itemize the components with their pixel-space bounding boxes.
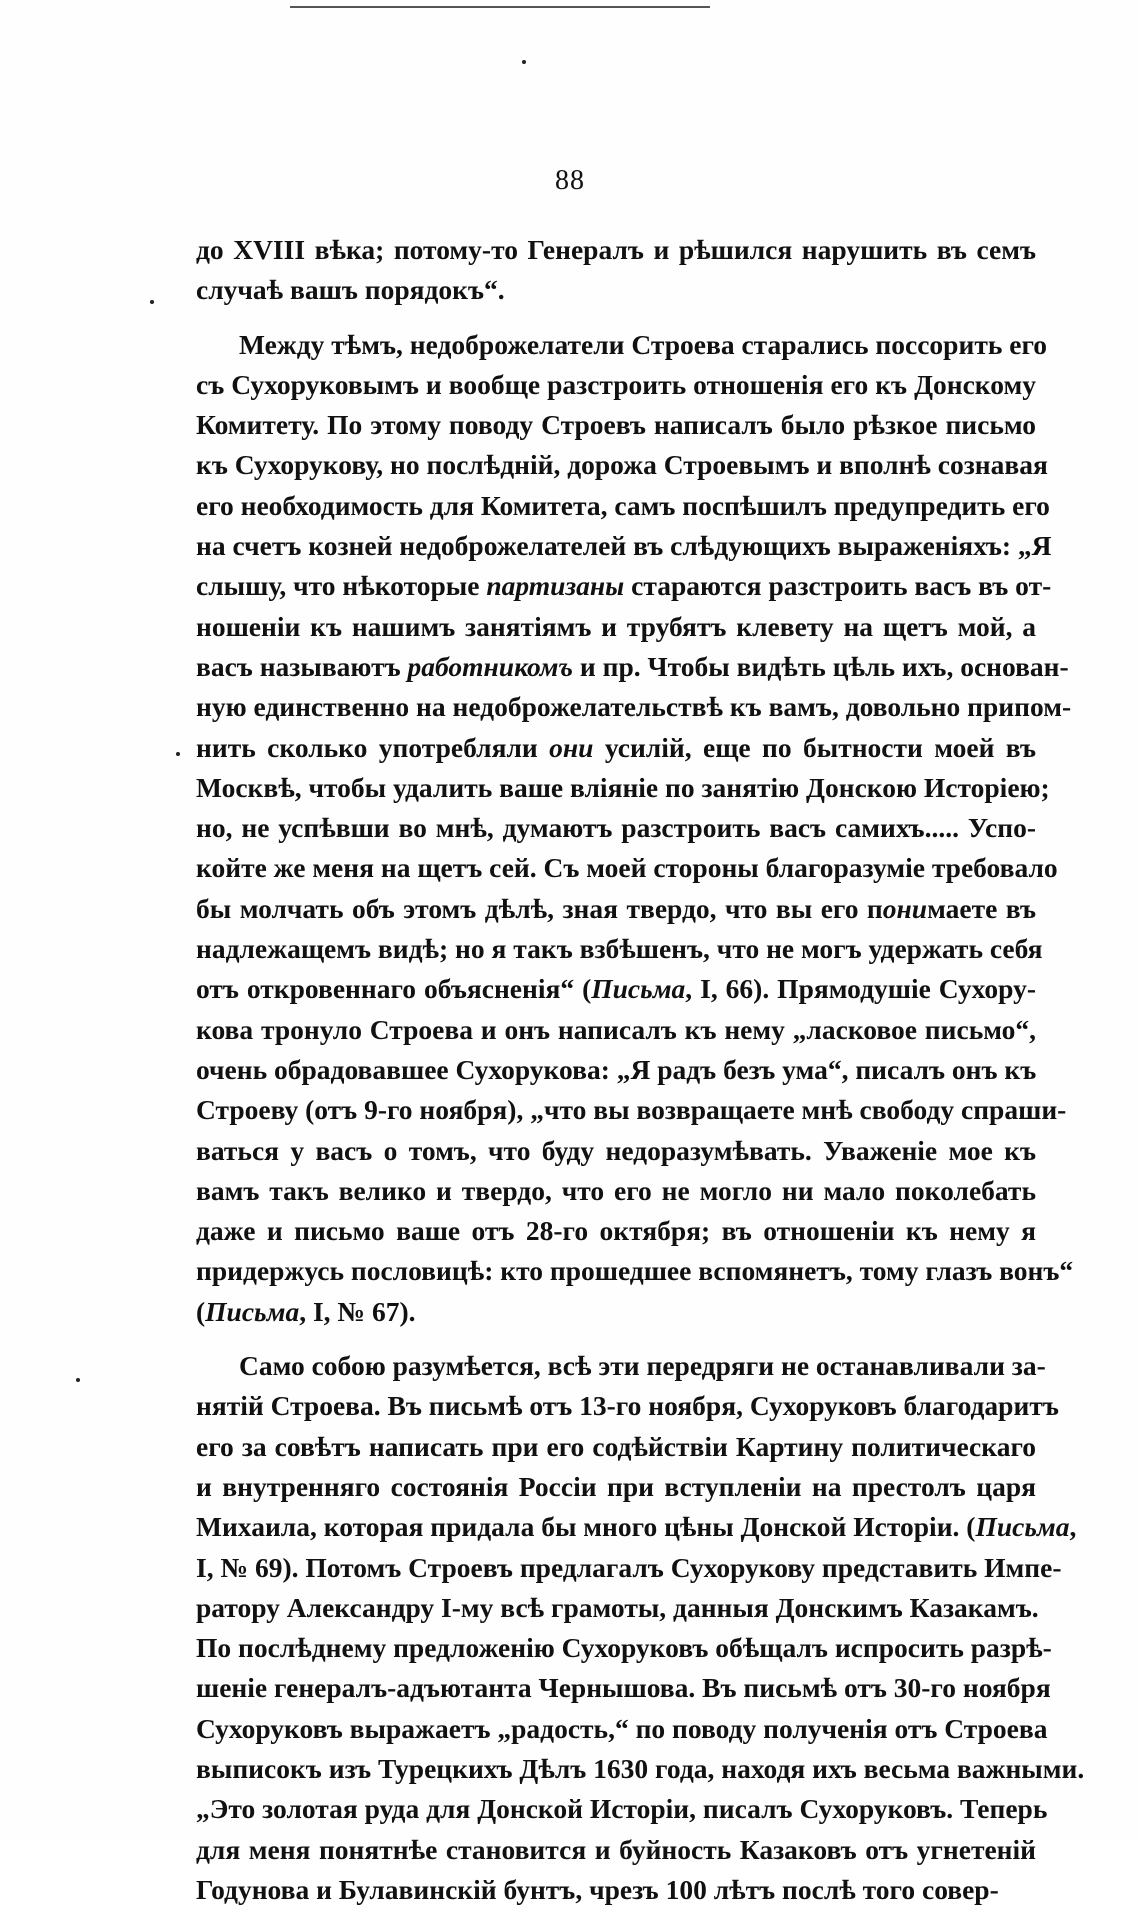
- text-line: ношеніи къ нашимъ занятіямъ и трубятъ клевету на щетъ мой, а: [196, 610, 1036, 642]
- text-line: отъ откровеннаго объясненія“ (Письма, I, 66). Прямодушіе Сухору-: [196, 973, 1036, 1005]
- body-text: [196, 230, 1085, 1910]
- paragraph-gap: [196, 311, 1036, 325]
- text-line: Между тѣмъ, недоброжелатели Строева старались поссорить его: [239, 328, 1048, 360]
- text-line: до XVIII вѣка; потому-то Генералъ и рѣшился нарушить въ семъ: [196, 234, 1036, 265]
- text-line: Москвѣ, чтобы удалить ваше вліяніе по занятію Донскою Исторіею;: [196, 771, 1050, 803]
- paragraph: [196, 1346, 1085, 1910]
- paragraph-gap: [196, 1332, 1036, 1346]
- text-line: придержусь пословицѣ: кто прошедшее вспомянетъ, тому глазъ вонъ“: [196, 1255, 1074, 1287]
- text-line: кова тронуло Строева и онъ написалъ къ нему „ласковое письмо“,: [196, 1013, 1036, 1045]
- text-line: васъ называютъ работникомъ и пр. Чтобы видѣть цѣль ихъ, основан-: [196, 650, 1069, 682]
- text-line: Сухоруковъ выражаетъ „радость,“ по поводу полученія отъ Строева: [196, 1712, 1048, 1744]
- text-line: нятій Строева. Въ письмѣ отъ 13-го ноября, Сухоруковъ благодаритъ: [196, 1390, 1059, 1422]
- text-line: ваться у васъ о томъ, что буду недоразумѣвать. Уваженіе мое къ: [196, 1134, 1036, 1166]
- text-line: и внутренняго состоянія Россіи при вступленіи на престолъ царя: [196, 1470, 1036, 1502]
- text-line: ную единственно на недоброжелательствѣ къ вамъ, довольно припом-: [196, 691, 1072, 723]
- text-line: съ Сухоруковымъ и вообще разстроить отношенія его къ Донскому: [196, 368, 1036, 400]
- text-line: даже и письмо ваше отъ 28-го октября; въ отношеніи къ нему я: [196, 1215, 1036, 1247]
- text-line: Годунова и Булавинскій бунтъ, чрезъ 100 лѣтъ послѣ того совер-: [196, 1873, 999, 1905]
- scan-speck: [76, 1378, 80, 1382]
- text-line: слышу, что нѣкоторые партизаны стараются разстроить васъ въ от-: [196, 570, 1052, 602]
- text-line: шеніе генералъ-адъютанта Чернышова. Въ письмѣ отъ 30-го ноября: [196, 1672, 1051, 1704]
- text-line: По послѣднему предложенію Сухоруковъ обѣщалъ испросить разрѣ-: [196, 1632, 1052, 1664]
- page-number: 88: [555, 165, 585, 196]
- text-line: „Это золотая руда для Донской Исторіи, писалъ Сухоруковъ. Теперь: [196, 1793, 1048, 1825]
- text-line: Само собою разумѣется, всѣ эти передряги не останавливали за-: [239, 1350, 1046, 1382]
- text-line: для меня понятнѣе становится и буйность Казаковъ отъ угнетеній: [196, 1833, 1036, 1865]
- scan-speck: [150, 300, 154, 304]
- text-line: на счетъ козней недоброжелателей въ слѣдующихъ выраженіяхъ: „Я: [196, 530, 1052, 562]
- text-line: I, № 69). Потомъ Строевъ предлагалъ Сухорукову представить Импе-: [196, 1551, 1062, 1583]
- text-line: вамъ такъ велико и твердо, что его не могло ни мало поколебать: [196, 1174, 1036, 1206]
- text-line: бы молчать объ этомъ дѣлѣ, зная твердо, что вы его понимаете въ: [196, 892, 1036, 924]
- text-line: очень обрадовавшее Сухорукова: „Я радъ безъ ума“, писалъ онъ къ: [196, 1053, 1037, 1085]
- top-edge-rule: [290, 6, 710, 8]
- text-line: случаѣ вашъ порядокъ“.: [196, 274, 505, 306]
- text-line: его необходимость для Комитета, самъ поспѣшилъ предупредить его: [196, 489, 1050, 521]
- text-line: но, не успѣвши во мнѣ, думаютъ разстроить васъ самихъ..... Успо-: [196, 812, 1036, 844]
- text-line: его за совѣтъ написать при его содѣйствіи Картину политическаго: [196, 1430, 1036, 1462]
- paragraph: [196, 325, 1074, 1332]
- text-line: койте же меня на щетъ сей. Съ моей стороны благоразуміе требовало: [196, 852, 1058, 884]
- text-line: къ Сухорукову, но послѣдній, дорожа Строевымъ и вполнѣ сознавая: [196, 449, 1048, 481]
- scan-speck: [522, 60, 526, 64]
- text-line: (Письма, I, № 67).: [196, 1295, 416, 1327]
- text-line: надлежащемъ видѣ; но я такъ взбѣшенъ, что не могъ удержать себя: [196, 933, 1043, 965]
- text-line: нить сколько употребляли они усилій, еще по бытности моей въ: [196, 731, 1036, 763]
- text-line: Михаила, которая придала бы много цѣны Донской Исторіи. (Письма,: [196, 1511, 1077, 1543]
- paragraph: [196, 230, 1036, 311]
- text-line: ратору Александру I-му всѣ грамоты, данныя Донскимъ Казакамъ.: [196, 1591, 1039, 1623]
- text-line: Комитету. По этому поводу Строевъ написалъ было рѣзкое письмо: [196, 409, 1036, 441]
- text-line: Строеву (отъ 9-го ноября), „что вы возвращаете мнѣ свободу спраши-: [196, 1094, 1067, 1126]
- text-line: выписокъ изъ Турецкихъ Дѣлъ 1630 года, находя ихъ весьма важными.: [196, 1752, 1085, 1784]
- scan-speck: [176, 752, 180, 756]
